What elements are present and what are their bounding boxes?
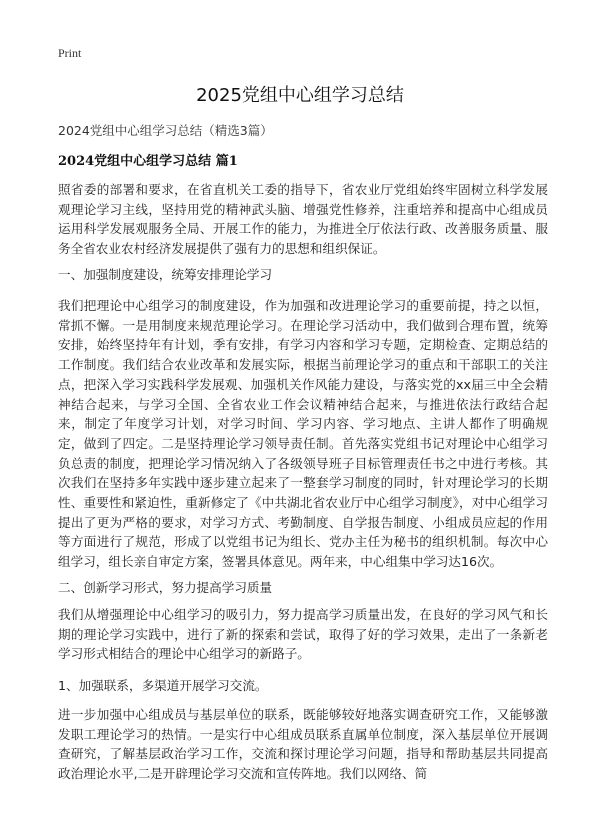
document-subtitle: 2024党组中心组学习总结（精选3篇） [58,123,273,138]
paragraph-intro: 照省委的部署和要求，在省直机关工委的指导下，省农业厅党组始终牢固树立科学发展观理论学习主线，坚持用党的精神武头脑、增强党性修养，注重培养和提高中心组成员运用科学发展观服务全局、开展工作的能力，为推进全厅依法行政、改善服务质量、服务全省农业农村经济发展提供了强有力的思想和组织保证。 [58,182,548,257]
document-title: 2025党组中心组学习总结 [196,85,404,106]
heading-institution-building: 一、加强制度建设，统筹安排理论学习 [58,267,273,282]
paragraph-strengthen-contact: 进一步加强中心组成员与基层单位的联系，既能够较好地落实调查研究工作，又能够激发职工理论学习的热情。一是实行中心组成员联系直属单位制度，深入基层单位开展调查研究，了解基层政治学习工作，交流和探讨理论学习问题，指导和帮助基层共同提高政治理论水平,二是开辟理论学习交流和宣传阵地。我们以网络、简 [58,707,548,782]
paragraph-institution-building: 我们把理论中心组学习的制度建设，作为加强和改进理论学习的重要前提，持之以恒，常抓不懈。一是用制度来规范理论学习。在理论学习活动中，我们做到合理布置，统筹安排，始终坚持年有计划，季有安排，有学习内容和学习专题，定期检查、定期总结的工作制度。我们结合农业改革和发展实际，根据当前理论学习的重点和干部职工的关注点，把深入学习实践科学发展观、加强机关作风能力建设，与落实党的xx届三中全会精神结合起来，与学习全国、全省农业工作会议精神结合起来，与推进依法行政结合起来，制定了年度学习计划，对学习时间、学习内容、学习地点、主讲人都作了明确规定，做到了四定。二是坚持理论学习领导责任制。首先落实党组书记对理论中心组学习负总责的制度，把理论学习情况纳入了各级领导班子目标管理责任书之中进行考核。其次我们在坚持多年实践中逐步建立起来了一整套学习制度的同时，针对理论学习的长期性、重要性和紧迫性，重新修定了《中共湖北省农业厅中心组学习制度》，对中心组学习提出了更为严格的要求，对学习方式、考勤制度、自学报告制度、小组成员应起的作用等方面进行了规范，形成了以党组书记为组长、党办主任为秘书的组织机制。每次中心组学习，组长亲自审定方案，签署具体意见。两年来，中心组集中学习达16次。 [58,298,548,570]
heading-strengthen-contact: 1、加强联系，多渠道开展学习交流。 [58,678,268,693]
heading-study-format: 二、创新学习形式，努力提高学习质量 [58,580,273,595]
section-heading: 2024党组中心组学习总结 篇1 [58,154,238,169]
paragraph-study-format: 我们从增强理论中心组学习的吸引力，努力提高学习质量出发，在良好的学习风气和长期的理论学习实践中，进行了新的探索和尝试，取得了好的学习效果，走出了一条新老学习形式相结合的理论中心组学习的新路子。 [58,607,548,662]
print-link[interactable]: Print [58,46,82,60]
